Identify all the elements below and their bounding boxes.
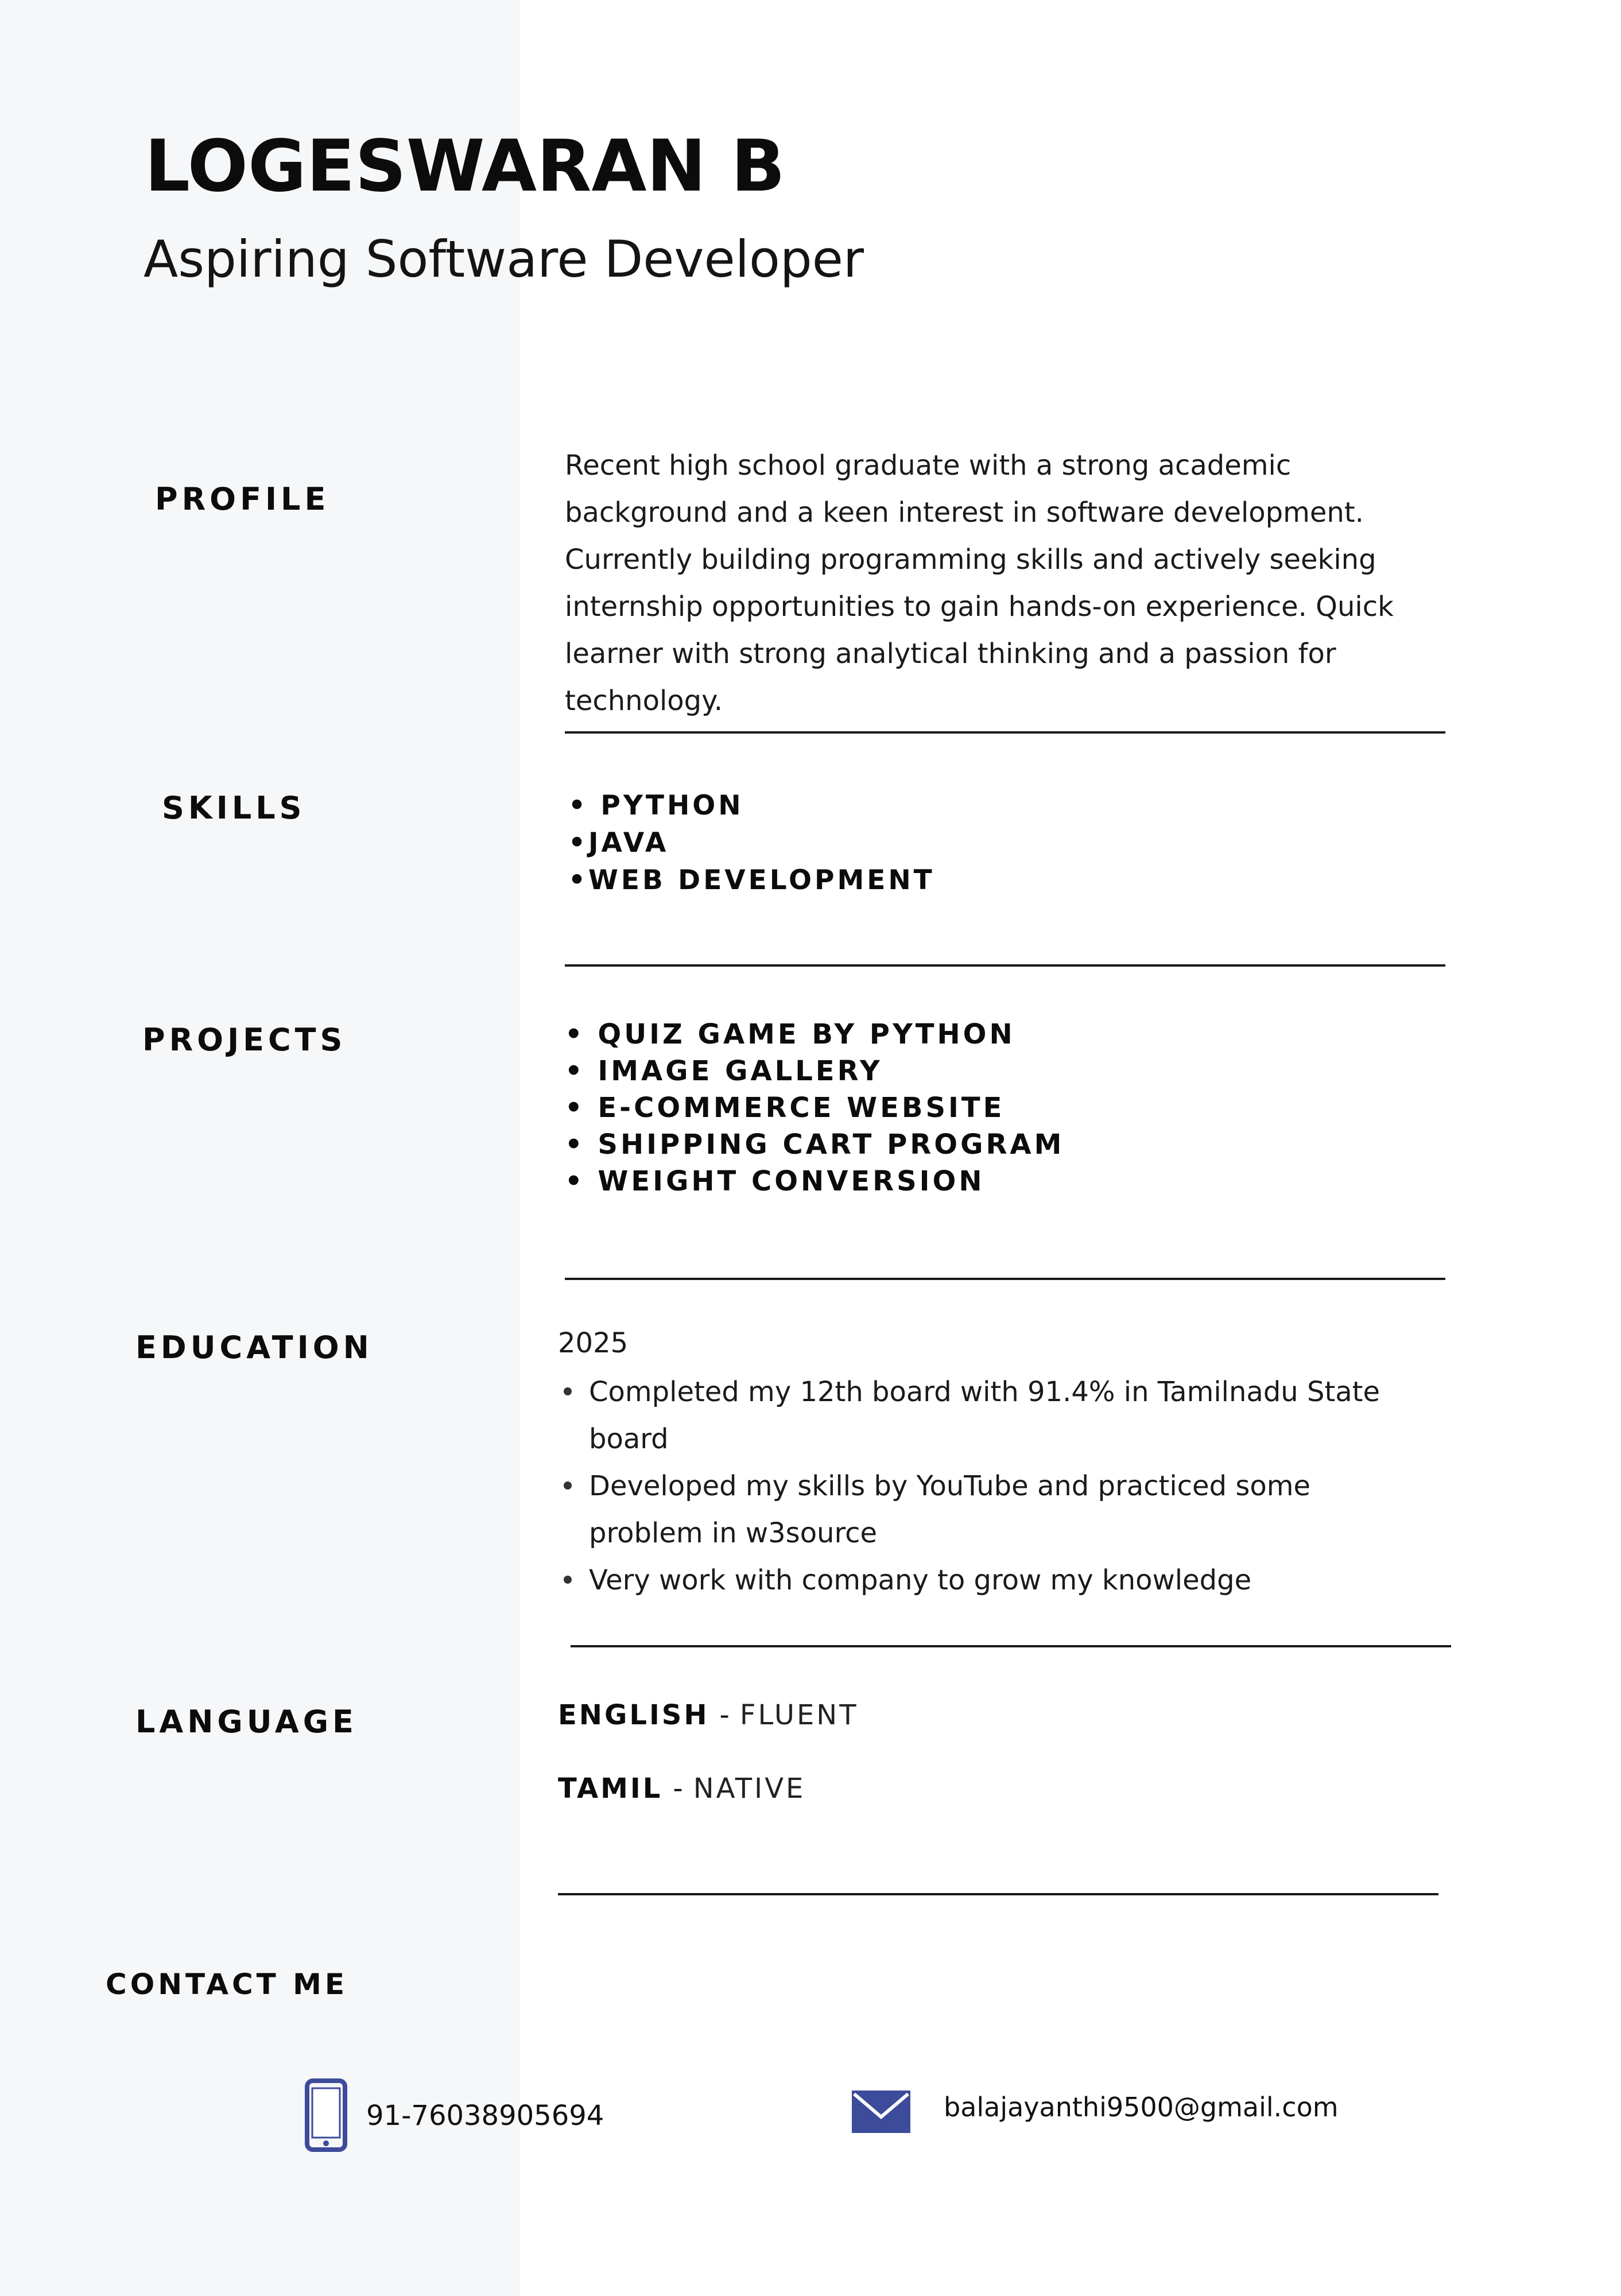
language-item bbox=[558, 1773, 805, 1805]
phone-number[interactable]: 91-76038905694 bbox=[366, 2100, 604, 2132]
project-item: • WEIGHT CONVERSION bbox=[565, 1165, 985, 1197]
email-icon bbox=[851, 2089, 912, 2134]
profile-text: Recent high school graduate with a strong academic background and a keen interest in software development. Currently building programming skills and actively seeking internship opportunities to gain hands-on experience. Quick learner with strong analytical thinking and a passion for technology. bbox=[565, 449, 1394, 717]
left-panel bbox=[0, 0, 520, 2296]
email-address[interactable]: balajayanthi9500@gmail.com bbox=[944, 2092, 1339, 2123]
language-level: NATIVE bbox=[693, 1773, 806, 1805]
bullet-icon bbox=[564, 1387, 572, 1395]
divider bbox=[565, 1278, 1445, 1280]
bullet-icon bbox=[564, 1576, 572, 1584]
language-name: TAMIL bbox=[558, 1773, 663, 1805]
section-label-profile: PROFILE bbox=[155, 481, 330, 517]
language-separator: - bbox=[673, 1773, 683, 1805]
section-label-skills: SKILLS bbox=[162, 790, 306, 826]
divider bbox=[565, 731, 1445, 734]
education-list bbox=[558, 1368, 1430, 1604]
project-item: • QUIZ GAME BY PYTHON bbox=[565, 1018, 1015, 1050]
education-item: Developed my skills by YouTube and practiced some problem in w3source bbox=[558, 1463, 1430, 1557]
skill-item: •JAVA bbox=[568, 827, 669, 859]
language-name: ENGLISH bbox=[558, 1699, 709, 1731]
resume-title: Aspiring Software Developer bbox=[144, 230, 864, 289]
resume-name: LOGESWARAN B bbox=[145, 125, 785, 208]
divider bbox=[558, 1893, 1438, 1895]
skill-item: •WEB DEVELOPMENT bbox=[568, 864, 935, 896]
section-label-education: EDUCATION bbox=[135, 1329, 373, 1366]
project-item: • E-COMMERCE WEBSITE bbox=[565, 1092, 1005, 1124]
project-item: • IMAGE GALLERY bbox=[565, 1055, 883, 1087]
divider bbox=[565, 964, 1445, 967]
language-item bbox=[558, 1699, 859, 1731]
education-item: Completed my 12th board with 91.4% in Tamilnadu State board bbox=[558, 1368, 1430, 1463]
language-level: FLUENT bbox=[739, 1699, 859, 1731]
bullet-icon bbox=[564, 1481, 572, 1490]
education-year: 2025 bbox=[558, 1327, 629, 1359]
skill-item: • PYTHON bbox=[568, 790, 744, 821]
section-label-language: LANGUAGE bbox=[135, 1704, 358, 1740]
project-item: • SHIPPING CART PROGRAM bbox=[565, 1128, 1065, 1161]
phone-icon bbox=[304, 2078, 348, 2152]
section-label-contact: CONTACT ME bbox=[106, 1968, 348, 2001]
section-label-projects: PROJECTS bbox=[142, 1022, 347, 1058]
education-item: Very work with company to grow my knowledge bbox=[558, 1557, 1430, 1604]
divider bbox=[571, 1645, 1451, 1647]
language-separator: - bbox=[719, 1699, 730, 1731]
